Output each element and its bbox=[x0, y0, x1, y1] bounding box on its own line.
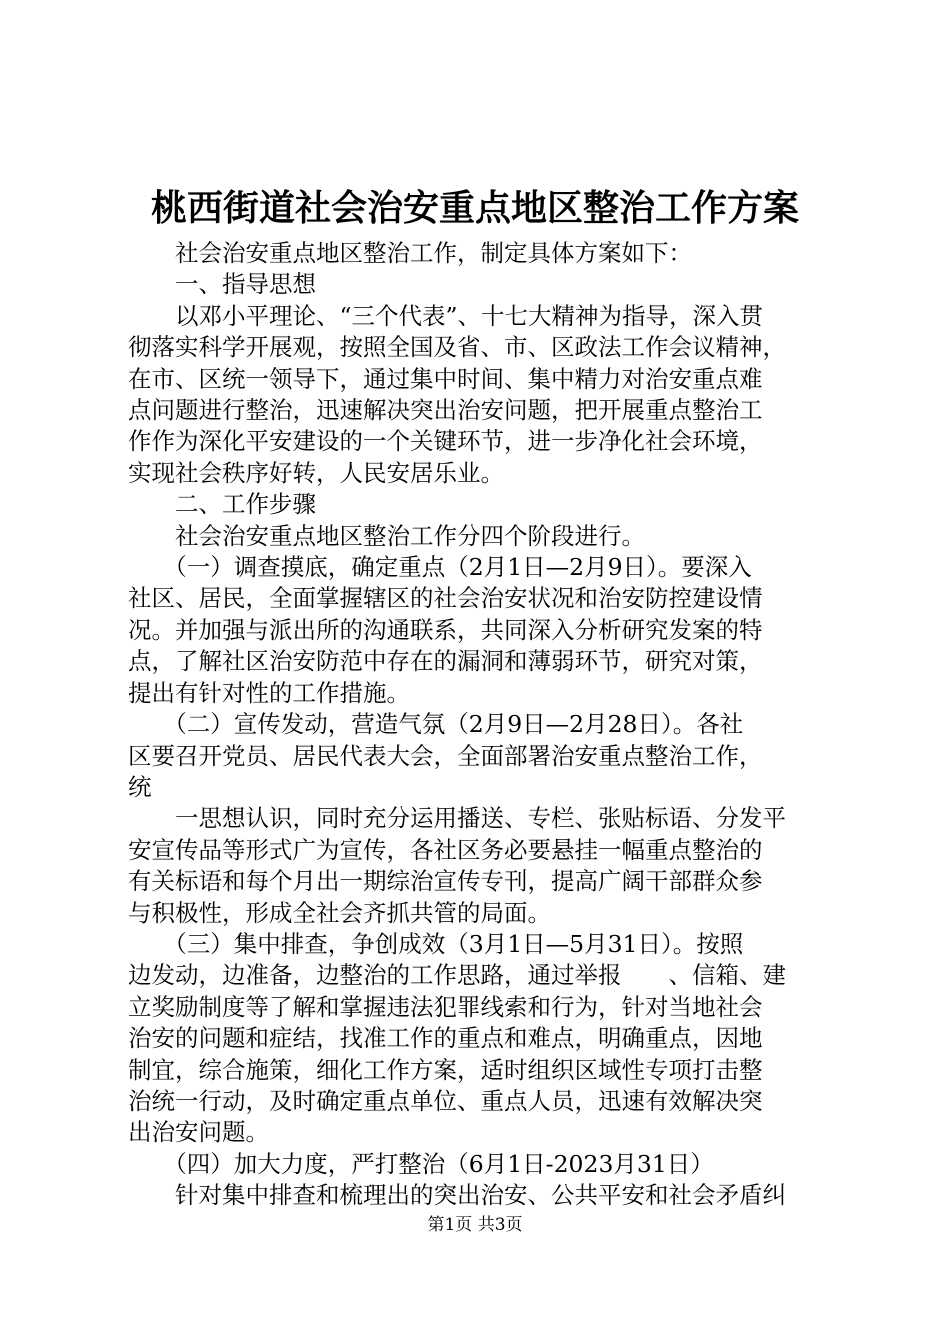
body-line: 实现社会秩序好转，人民安居乐业。 bbox=[128, 458, 504, 487]
body-line: 况。并加强与派出所的沟通联系，共同深入分析研究发案的特 bbox=[128, 615, 763, 644]
body-line: 彻落实科学开展观，按照全国及省、市、区政法工作会议精神， bbox=[128, 333, 786, 362]
body-line: 与积极性，形成全社会齐抓共管的局面。 bbox=[128, 898, 551, 927]
body-line: （四）加大力度，严打整治（6月1日-2023月31日） bbox=[128, 1149, 714, 1178]
page-footer: 第1页 共3页 bbox=[427, 1215, 523, 1235]
body-line: 在市、区统一领导下，通过集中时间、集中精力对治安重点难 bbox=[128, 364, 763, 393]
body-line: 一、指导思想 bbox=[128, 270, 316, 299]
body-line: 治统一行动，及时确定重点单位、重点人员，迅速有效解决突 bbox=[128, 1086, 763, 1115]
body-line: 以邓小平理论、“三个代表”、十七大精神为指导，深入贯 bbox=[128, 301, 764, 330]
document-title: 桃西街道社会治安重点地区整治工作方案 bbox=[150, 188, 799, 229]
body-line: 社会治安重点地区整治工作分四个阶段进行。 bbox=[128, 521, 645, 550]
body-line: （二）宣传发动，营造气氛（2月9日—2月28日）。各社 bbox=[128, 710, 744, 739]
body-line: 区要召开党员、居民代表大会，全面部署治安重点整治工作， bbox=[128, 741, 763, 770]
body-line: 二、工作步骤 bbox=[128, 490, 316, 519]
body-line: 点问题进行整治，迅速解决突出治安问题，把开展重点整治工 bbox=[128, 396, 763, 425]
body-line: （三）集中排查，争创成效（3月1日—5月31日）。按照 bbox=[128, 929, 744, 958]
body-line: 针对集中排查和梳理出的突出治安、公共平安和社会矛盾纠 bbox=[128, 1181, 786, 1210]
body-line: 边发动，边准备，边整治的工作思路，通过举报 、信箱、建 bbox=[128, 961, 786, 990]
body-line: 作作为深化平安建设的一个关键环节，进一步净化社会环境， bbox=[128, 427, 763, 456]
body-line: 治安的问题和症结，找准工作的重点和难点，明确重点，因地 bbox=[128, 1024, 763, 1053]
body-line: 点，了解社区治安防范中存在的漏洞和薄弱环节，研究对策， bbox=[128, 647, 763, 676]
body-line: 社会治安重点地区整治工作，制定具体方案如下： bbox=[128, 239, 692, 267]
body-line: 有关标语和每个月出一期综治宣传专刊，提高广阔干部群众参 bbox=[128, 867, 763, 896]
body-line: 安宣传品等形式广为宣传，各社区务必要悬挂一幅重点整治的 bbox=[128, 835, 763, 864]
body-line: 一思想认识，同时充分运用播送、专栏、张贴标语、分发平 bbox=[128, 804, 786, 833]
document-body bbox=[128, 238, 848, 1212]
body-line: 制宜，综合施策，细化工作方案，适时组织区域性专项打击整 bbox=[128, 1055, 763, 1084]
body-line: 社区、居民，全面掌握辖区的社会治安状况和治安防控建设情 bbox=[128, 584, 763, 613]
body-line: 立奖励制度等了解和掌握违法犯罪线索和行为，针对当地社会 bbox=[128, 992, 763, 1021]
body-line: 提出有针对性的工作措施。 bbox=[128, 678, 410, 707]
body-line: 出治安问题。 bbox=[128, 1118, 269, 1147]
body-line: 统 bbox=[128, 772, 152, 801]
body-line: （一）调查摸底，确定重点（2月1日—2月9日）。要深入 bbox=[128, 553, 752, 582]
